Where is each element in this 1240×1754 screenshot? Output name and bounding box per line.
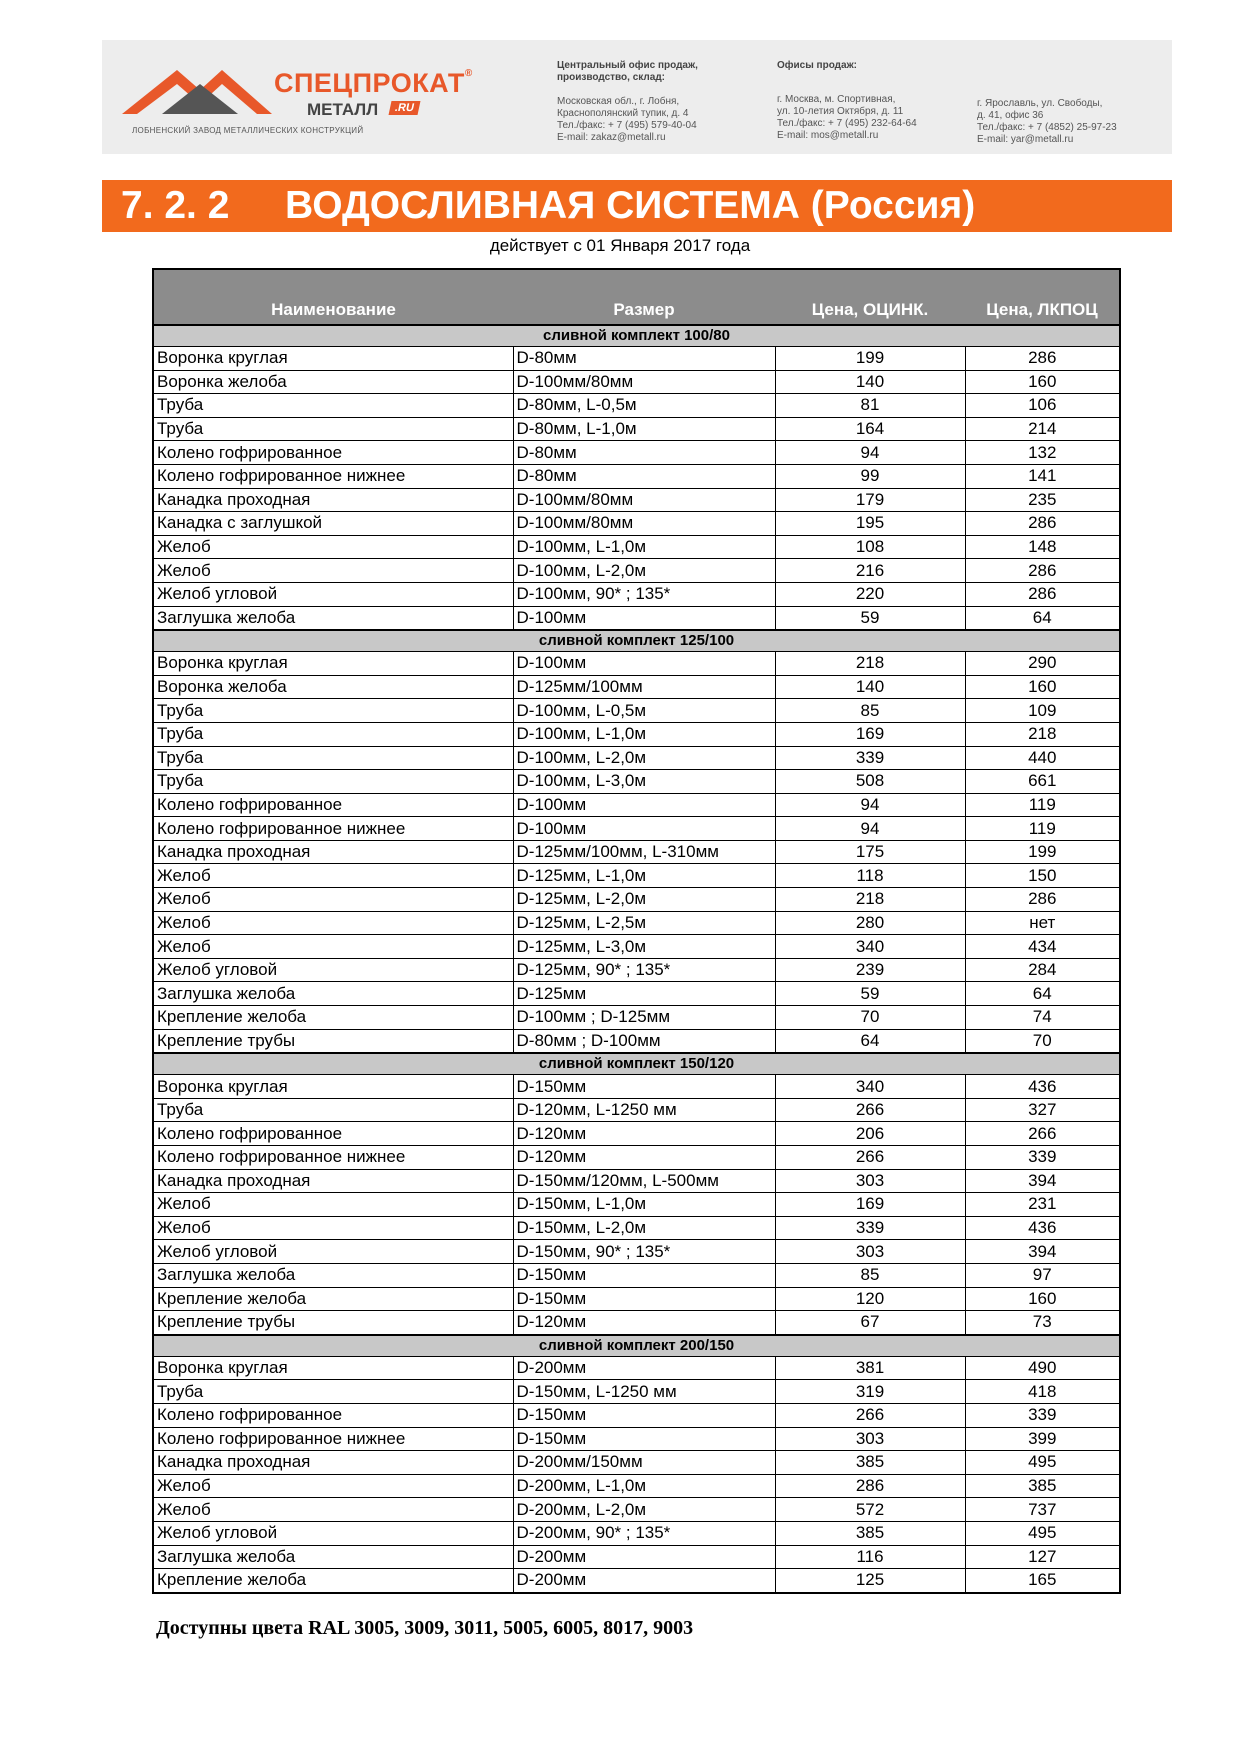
cell-price-coated: 327 (965, 1098, 1120, 1122)
table-row (153, 394, 1120, 418)
cell-price-coated: нет (965, 911, 1120, 935)
cell-size: D-80мм, L-0,5м (513, 394, 775, 418)
cell-name: Воронка круглая (153, 1356, 513, 1380)
cell-price-coated: 286 (965, 888, 1120, 912)
cell-size: D-150мм, L-1,0м (513, 1193, 775, 1217)
cell-name: Воронка круглая (153, 347, 513, 371)
table-row (153, 982, 1120, 1006)
cell-size: D-120мм (513, 1146, 775, 1170)
central-office (557, 60, 757, 144)
cell-name: Крепление трубы (153, 1029, 513, 1053)
moscow-office-line: ул. 10-летия Октября, д. 11 (777, 106, 904, 117)
cell-price-coated: 440 (965, 746, 1120, 770)
cell-size: D-100мм, L-1,0м (513, 535, 775, 559)
cell-size: D-200мм/150мм (513, 1451, 775, 1475)
cell-size: D-100мм, L-0,5м (513, 699, 775, 723)
cell-price-coated: 737 (965, 1498, 1120, 1522)
cell-size: D-100мм, L-2,0м (513, 746, 775, 770)
table-row (153, 1146, 1120, 1170)
cell-size: D-80мм (513, 347, 775, 371)
cell-name: Колено гофрированное (153, 1403, 513, 1427)
cell-size: D-120мм (513, 1122, 775, 1146)
cell-price-coated: 199 (965, 840, 1120, 864)
cell-size: D-150мм, L-1250 мм (513, 1380, 775, 1404)
cell-size: D-200мм, L-1,0м (513, 1474, 775, 1498)
cell-price-zinc: 286 (775, 1474, 965, 1498)
cell-size: D-125мм, L-3,0м (513, 935, 775, 959)
brand-ru: .RU (389, 101, 421, 115)
cell-name: Воронка круглая (153, 1075, 513, 1099)
cell-name: Колено гофрированное нижнее (153, 1427, 513, 1451)
cell-price-zinc: 206 (775, 1122, 965, 1146)
cell-price-zinc: 140 (775, 675, 965, 699)
cell-name: Труба (153, 417, 513, 441)
cell-size: D-200мм, L-2,0м (513, 1498, 775, 1522)
cell-name: Труба (153, 1380, 513, 1404)
cell-price-coated: 286 (965, 582, 1120, 606)
cell-price-coated: 160 (965, 675, 1120, 699)
cell-name: Труба (153, 746, 513, 770)
cell-size: D-80мм (513, 441, 775, 465)
section-row (153, 1335, 1120, 1357)
cell-name: Желоб угловой (153, 582, 513, 606)
cell-size: D-150мм, L-2,0м (513, 1216, 775, 1240)
cell-name: Колено гофрированное (153, 441, 513, 465)
cell-size: D-100мм (513, 817, 775, 841)
cell-name: Желоб (153, 1193, 513, 1217)
table-row (153, 1122, 1120, 1146)
cell-size: D-200мм, 90* ; 135* (513, 1521, 775, 1545)
letterhead (102, 40, 1172, 154)
cell-name: Желоб (153, 864, 513, 888)
table-row (153, 1263, 1120, 1287)
cell-name: Желоб (153, 1474, 513, 1498)
cell-size: D-150мм, 90* ; 135* (513, 1240, 775, 1264)
section-row (153, 630, 1120, 652)
table-row (153, 1006, 1120, 1030)
cell-size: D-200мм (513, 1356, 775, 1380)
table-row (153, 935, 1120, 959)
cell-size: D-125мм/100мм (513, 675, 775, 699)
cell-price-coated: 119 (965, 793, 1120, 817)
cell-price-zinc: 140 (775, 370, 965, 394)
cell-name: Труба (153, 394, 513, 418)
central-office-line: Краснополянский тупик, д. 4 (557, 108, 689, 119)
cell-price-zinc: 59 (775, 982, 965, 1006)
cell-name: Заглушка желоба (153, 1545, 513, 1569)
table-row (153, 1545, 1120, 1569)
cell-price-zinc: 239 (775, 958, 965, 982)
cell-price-coated: 290 (965, 652, 1120, 676)
cell-name: Воронка круглая (153, 652, 513, 676)
cell-price-zinc: 94 (775, 441, 965, 465)
cell-name: Крепление желоба (153, 1569, 513, 1593)
table-row (153, 464, 1120, 488)
cell-size: D-200мм (513, 1545, 775, 1569)
cell-size: D-150мм (513, 1427, 775, 1451)
cell-name: Канадка проходная (153, 1451, 513, 1475)
cell-name: Желоб (153, 559, 513, 583)
cell-size: D-80мм, L-1,0м (513, 417, 775, 441)
effective-date: действует с 01 Января 2017 года (489, 236, 751, 255)
table-row (153, 1098, 1120, 1122)
cell-name: Труба (153, 770, 513, 794)
cell-size: D-150мм (513, 1263, 775, 1287)
cell-price-zinc: 218 (775, 652, 965, 676)
section-row (153, 1053, 1120, 1075)
cell-price-zinc: 340 (775, 1075, 965, 1099)
sales-offices (777, 60, 977, 142)
cell-price-zinc: 303 (775, 1240, 965, 1264)
cell-price-coated: 160 (965, 370, 1120, 394)
cell-name: Канадка проходная (153, 840, 513, 864)
cell-price-coated: 218 (965, 722, 1120, 746)
table-row (153, 699, 1120, 723)
table-row (153, 958, 1120, 982)
cell-size: D-125мм (513, 982, 775, 1006)
cell-name: Желоб (153, 1498, 513, 1522)
cell-name: Крепление желоба (153, 1006, 513, 1030)
table-row (153, 347, 1120, 371)
column-header-price-coated: Цена, ЛКПОЦ (965, 269, 1120, 325)
cell-price-coated: 150 (965, 864, 1120, 888)
cell-name: Желоб (153, 911, 513, 935)
cell-name: Крепление желоба (153, 1287, 513, 1311)
section-title: сливной комплект 200/150 (153, 1335, 1120, 1357)
table-body (153, 325, 1120, 1593)
central-office-email: E-mail: zakaz@metall.ru (557, 132, 666, 143)
cell-price-zinc: 319 (775, 1380, 965, 1404)
cell-price-zinc: 218 (775, 888, 965, 912)
cell-price-zinc: 266 (775, 1146, 965, 1170)
cell-name: Желоб (153, 888, 513, 912)
table-row (153, 1240, 1120, 1264)
cell-name: Заглушка желоба (153, 1263, 513, 1287)
cell-price-zinc: 81 (775, 394, 965, 418)
cell-name: Заглушка желоба (153, 606, 513, 630)
column-header-size: Размер (513, 269, 775, 325)
yaroslavl-office-line: г. Ярославль, ул. Свободы, (977, 98, 1103, 109)
cell-price-coated: 70 (965, 1029, 1120, 1053)
table-row (153, 417, 1120, 441)
section-row (153, 325, 1120, 347)
cell-price-coated: 266 (965, 1122, 1120, 1146)
cell-size: D-200мм (513, 1569, 775, 1593)
cell-size: D-100мм (513, 652, 775, 676)
cell-price-zinc: 175 (775, 840, 965, 864)
cell-price-coated: 127 (965, 1545, 1120, 1569)
table-row (153, 652, 1120, 676)
central-office-line: Тел./факс: + 7 (495) 579-40-04 (557, 120, 697, 131)
cell-name: Желоб (153, 1216, 513, 1240)
central-office-line: Московская обл., г. Лобня, (557, 96, 680, 107)
cell-price-coated: 132 (965, 441, 1120, 465)
section-title: ВОДОСЛИВНАЯ СИСТЕМА (Россия) (285, 184, 976, 227)
table-row (153, 441, 1120, 465)
cell-price-coated: 165 (965, 1569, 1120, 1593)
cell-price-coated: 97 (965, 1263, 1120, 1287)
column-header-price-zinc: Цена, ОЦИНК. (775, 269, 965, 325)
cell-price-zinc: 94 (775, 793, 965, 817)
cell-price-zinc: 67 (775, 1311, 965, 1335)
cell-price-zinc: 508 (775, 770, 965, 794)
table-row (153, 582, 1120, 606)
cell-price-coated: 148 (965, 535, 1120, 559)
cell-size: D-80мм ; D-100мм (513, 1029, 775, 1053)
table-row (153, 911, 1120, 935)
cell-price-zinc: 266 (775, 1098, 965, 1122)
cell-price-coated: 399 (965, 1427, 1120, 1451)
section-title-bar (102, 180, 1172, 232)
section-title: сливной комплект 150/120 (153, 1053, 1120, 1075)
cell-price-coated: 214 (965, 417, 1120, 441)
cell-size: D-100мм/80мм (513, 512, 775, 536)
cell-price-coated: 141 (965, 464, 1120, 488)
cell-name: Колено гофрированное нижнее (153, 464, 513, 488)
cell-name: Колено гофрированное (153, 1122, 513, 1146)
cell-name: Канадка проходная (153, 488, 513, 512)
table-row (153, 840, 1120, 864)
cell-price-zinc: 385 (775, 1451, 965, 1475)
cell-size: D-150мм (513, 1075, 775, 1099)
cell-name: Труба (153, 699, 513, 723)
cell-name: Желоб угловой (153, 1240, 513, 1264)
yaroslavl-office (977, 98, 1167, 146)
cell-price-coated: 661 (965, 770, 1120, 794)
table-row (153, 1380, 1120, 1404)
cell-price-coated: 490 (965, 1356, 1120, 1380)
cell-price-zinc: 94 (775, 817, 965, 841)
cell-size: D-100мм, L-1,0м (513, 722, 775, 746)
table-row (153, 1287, 1120, 1311)
cell-size: D-125мм, 90* ; 135* (513, 958, 775, 982)
cell-name: Воронка желоба (153, 675, 513, 699)
cell-price-coated: 160 (965, 1287, 1120, 1311)
cell-price-zinc: 116 (775, 1545, 965, 1569)
sales-offices-heading: Офисы продаж: (777, 60, 858, 71)
cell-price-coated: 418 (965, 1380, 1120, 1404)
cell-size: D-120мм, L-1250 мм (513, 1098, 775, 1122)
cell-price-coated: 495 (965, 1451, 1120, 1475)
cell-price-zinc: 64 (775, 1029, 965, 1053)
central-office-heading: Центральный офис продаж, производство, склад: (557, 60, 698, 83)
cell-price-zinc: 164 (775, 417, 965, 441)
yaroslavl-office-line: д. 41, офис 36 (977, 110, 1044, 121)
table-row (153, 1498, 1120, 1522)
cell-price-coated: 339 (965, 1403, 1120, 1427)
section-title: сливной комплект 100/80 (153, 325, 1120, 347)
moscow-office-email: E-mail: mos@metall.ru (777, 130, 879, 141)
cell-price-coated: 64 (965, 982, 1120, 1006)
cell-name: Канадка проходная (153, 1169, 513, 1193)
table-row (153, 1451, 1120, 1475)
cell-size: D-125мм, L-2,0м (513, 888, 775, 912)
cell-price-zinc: 195 (775, 512, 965, 536)
cell-name: Желоб угловой (153, 958, 513, 982)
table-row (153, 535, 1120, 559)
cell-price-coated: 286 (965, 559, 1120, 583)
yaroslavl-office-email: E-mail: yar@metall.ru (977, 134, 1074, 145)
moscow-office-line: Тел./факс: + 7 (495) 232-64-64 (777, 118, 917, 129)
cell-name: Желоб (153, 535, 513, 559)
cell-price-coated: 385 (965, 1474, 1120, 1498)
cell-price-zinc: 125 (775, 1569, 965, 1593)
cell-price-zinc: 199 (775, 347, 965, 371)
cell-name: Воронка желоба (153, 370, 513, 394)
cell-price-zinc: 99 (775, 464, 965, 488)
section-title: сливной комплект 125/100 (153, 630, 1120, 652)
table-row (153, 746, 1120, 770)
table-row (153, 1403, 1120, 1427)
cell-size: D-150мм (513, 1403, 775, 1427)
table-row (153, 817, 1120, 841)
cell-price-zinc: 179 (775, 488, 965, 512)
cell-price-zinc: 339 (775, 1216, 965, 1240)
cell-size: D-150мм/120мм, L-500мм (513, 1169, 775, 1193)
cell-name: Желоб (153, 935, 513, 959)
cell-price-zinc: 303 (775, 1427, 965, 1451)
section-number: 7. 2. 2 (121, 184, 230, 227)
cell-price-zinc: 220 (775, 582, 965, 606)
table-row (153, 793, 1120, 817)
cell-price-zinc: 572 (775, 1498, 965, 1522)
cell-name: Заглушка желоба (153, 982, 513, 1006)
cell-price-coated: 73 (965, 1311, 1120, 1335)
cell-price-coated: 286 (965, 347, 1120, 371)
cell-price-zinc: 120 (775, 1287, 965, 1311)
cell-price-coated: 235 (965, 488, 1120, 512)
table-row (153, 888, 1120, 912)
cell-size: D-100мм, L-2,0м (513, 559, 775, 583)
cell-price-zinc: 85 (775, 699, 965, 723)
table-row (153, 1474, 1120, 1498)
cell-price-zinc: 266 (775, 1403, 965, 1427)
cell-name: Желоб угловой (153, 1521, 513, 1545)
table-header-row (153, 269, 1120, 325)
cell-name: Колено гофрированное нижнее (153, 1146, 513, 1170)
cell-price-zinc: 118 (775, 864, 965, 888)
cell-size: D-100мм/80мм (513, 488, 775, 512)
cell-price-zinc: 303 (775, 1169, 965, 1193)
table-row (153, 1427, 1120, 1451)
cell-price-zinc: 59 (775, 606, 965, 630)
cell-price-zinc: 85 (775, 1263, 965, 1287)
table-row (153, 1029, 1120, 1053)
cell-price-coated: 434 (965, 935, 1120, 959)
cell-name: Труба (153, 722, 513, 746)
cell-size: D-80мм (513, 464, 775, 488)
table-row (153, 1521, 1120, 1545)
table-row (153, 722, 1120, 746)
cell-size: D-100мм/80мм (513, 370, 775, 394)
cell-price-coated: 436 (965, 1216, 1120, 1240)
cell-price-zinc: 385 (775, 1521, 965, 1545)
table-row (153, 1356, 1120, 1380)
cell-price-zinc: 70 (775, 1006, 965, 1030)
cell-name: Труба (153, 1098, 513, 1122)
cell-price-zinc: 216 (775, 559, 965, 583)
yaroslavl-office-line: Тел./факс: + 7 (4852) 25-97-23 (977, 122, 1117, 133)
table-row (153, 770, 1120, 794)
table-row (153, 1193, 1120, 1217)
table-row (153, 1075, 1120, 1099)
cell-price-coated: 231 (965, 1193, 1120, 1217)
brand-sub: МЕТАЛЛ (307, 100, 379, 119)
table-row (153, 1311, 1120, 1335)
roof-logo-icon (122, 52, 282, 122)
cell-price-zinc: 169 (775, 1193, 965, 1217)
cell-price-zinc: 339 (775, 746, 965, 770)
table-row (153, 1216, 1120, 1240)
table-row (153, 370, 1120, 394)
cell-price-coated: 495 (965, 1521, 1120, 1545)
cell-size: D-125мм/100мм, L-310мм (513, 840, 775, 864)
cell-price-coated: 106 (965, 394, 1120, 418)
cell-price-zinc: 381 (775, 1356, 965, 1380)
cell-price-coated: 286 (965, 512, 1120, 536)
cell-size: D-120мм (513, 1311, 775, 1335)
cell-price-coated: 119 (965, 817, 1120, 841)
moscow-office-line: г. Москва, м. Спортивная, (777, 94, 896, 105)
cell-price-zinc: 340 (775, 935, 965, 959)
table-row (153, 1169, 1120, 1193)
column-header-name: Наименование (153, 269, 513, 325)
table-row (153, 559, 1120, 583)
table-row (153, 488, 1120, 512)
brand-name: СПЕЦПРОКАТ® (274, 68, 473, 98)
cell-name: Канадка с заглушкой (153, 512, 513, 536)
cell-name: Колено гофрированное нижнее (153, 817, 513, 841)
cell-price-coated: 436 (965, 1075, 1120, 1099)
cell-size: D-125мм, L-2,5м (513, 911, 775, 935)
cell-price-coated: 109 (965, 699, 1120, 723)
cell-price-coated: 284 (965, 958, 1120, 982)
table-row (153, 864, 1120, 888)
table-row (153, 606, 1120, 630)
cell-size: D-125мм, L-1,0м (513, 864, 775, 888)
cell-size: D-100мм, L-3,0м (513, 770, 775, 794)
cell-size: D-100мм ; D-125мм (513, 1006, 775, 1030)
cell-name: Колено гофрированное (153, 793, 513, 817)
cell-price-zinc: 108 (775, 535, 965, 559)
cell-size: D-100мм (513, 606, 775, 630)
cell-price-coated: 74 (965, 1006, 1120, 1030)
table-row (153, 675, 1120, 699)
cell-price-zinc: 280 (775, 911, 965, 935)
table-row (153, 512, 1120, 536)
cell-price-coated: 64 (965, 606, 1120, 630)
cell-size: D-100мм (513, 793, 775, 817)
company-logo (122, 52, 482, 142)
table-row (153, 1569, 1120, 1593)
cell-size: D-150мм (513, 1287, 775, 1311)
brand-tagline: ЛОБНЕНСКИЙ ЗАВОД МЕТАЛЛИЧЕСКИХ КОНСТРУКЦИЙ (132, 126, 364, 135)
cell-price-coated: 394 (965, 1169, 1120, 1193)
cell-price-zinc: 169 (775, 722, 965, 746)
cell-price-coated: 339 (965, 1146, 1120, 1170)
available-colors-note: Доступны цвета RAL 3005, 3009, 3011, 5005, 6005, 8017, 9003 (156, 1617, 694, 1639)
cell-price-coated: 394 (965, 1240, 1120, 1264)
cell-name: Крепление трубы (153, 1311, 513, 1335)
price-table (152, 268, 1121, 1594)
cell-size: D-100мм, 90* ; 135* (513, 582, 775, 606)
